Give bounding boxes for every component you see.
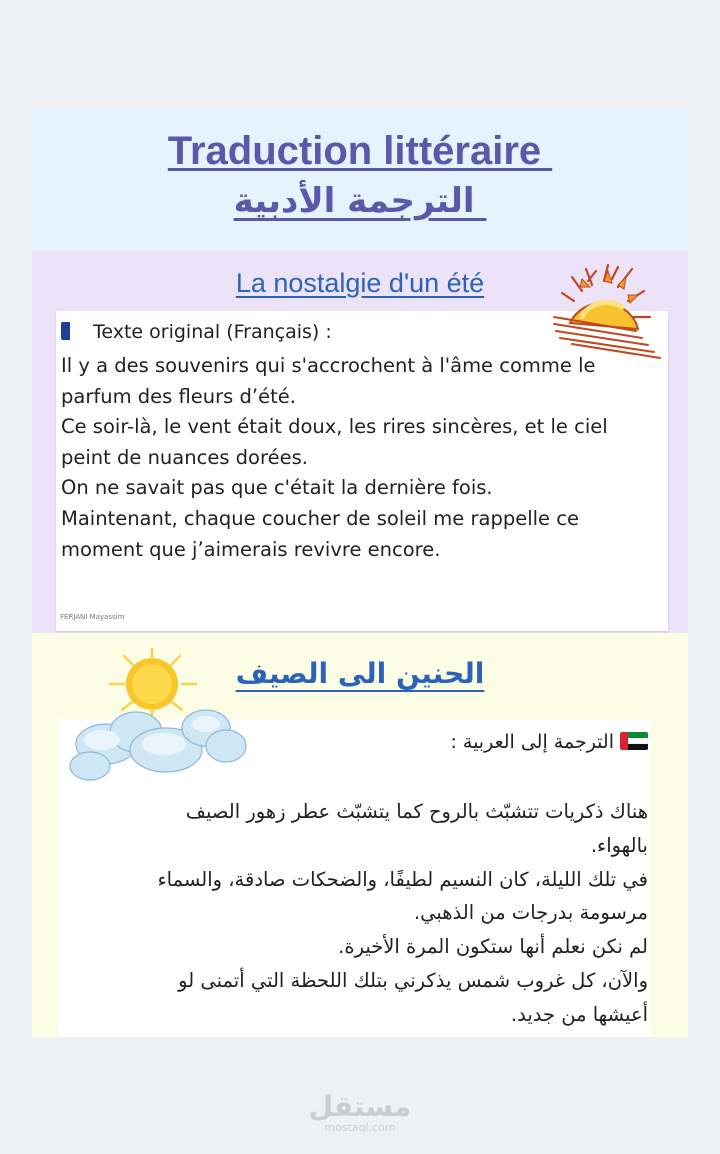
arabic-line: في تلك الليلة، كان النسيم لطيفًا، والضحكات صادقة، والسماء (157, 867, 648, 891)
french-line: Il y a des souvenirs qui s'accrochent à l'âme comme le (61, 354, 596, 377)
watermark-logo: مستقل (308, 1090, 412, 1123)
sun-cloud-icon (66, 648, 248, 790)
title-arabic: الترجمة الأدبية (233, 181, 487, 221)
arabic-text (60, 795, 648, 1032)
arabic-line: لم نكن نعلم أنها ستكون المرة الأخيرة. (338, 935, 648, 959)
watermark-url: mostaql.com (324, 1121, 396, 1134)
french-heading: La nostalgie d'un été (235, 268, 485, 298)
title-french: Traduction littéraire (167, 129, 553, 173)
arabic-label: الترجمة إلى العربية : (450, 731, 614, 753)
arabic-line: أعيشها من جديد. (510, 1002, 648, 1026)
france-flag-icon (61, 322, 87, 340)
french-line: parfum des fleurs d’été. (61, 384, 296, 408)
arabic-heading: الحنين الى الصيف (235, 657, 485, 690)
uae-flag-icon (620, 732, 648, 750)
sunset-icon (552, 261, 672, 361)
signature: FERJANI Mayassim (60, 613, 125, 621)
arabic-line: مرسومة بدرجات من الذهبي. (413, 901, 648, 925)
arabic-line: والآن، كل غروب شمس يذكرني بتلك اللحظة التي أتمنى لو (178, 968, 648, 992)
title-banner (32, 109, 688, 251)
french-line: On ne savait pas que c'était la dernière fois. (61, 476, 493, 500)
french-line: Maintenant, chaque coucher de soleil me rappelle ce (61, 506, 579, 530)
french-line: peint de nuances dorées. (61, 445, 308, 469)
arabic-line: بالهواء. (590, 833, 648, 857)
arabic-label-row (450, 731, 648, 753)
mostaql-watermark (0, 1092, 720, 1134)
french-text (61, 351, 661, 565)
french-label-row (61, 321, 332, 343)
french-line: Ce soir-là, le vent était doux, les rires sincères, et le ciel (61, 415, 608, 439)
french-label: Texte original (Français) : (93, 321, 332, 343)
french-line: moment que j’aimerais revivre encore. (61, 537, 441, 561)
document-sheet (32, 109, 688, 1037)
arabic-line: هناك ذكريات تتشبّث بالروح كما يتشبّث عطر زهور الصيف (185, 800, 648, 823)
